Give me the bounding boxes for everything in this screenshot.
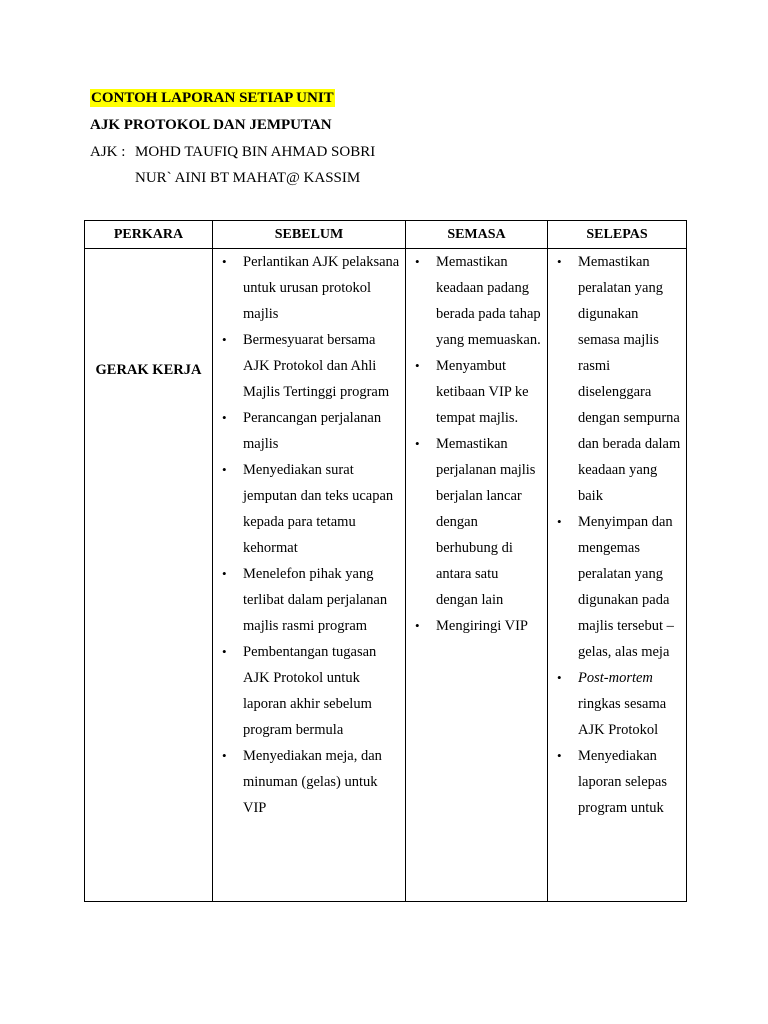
list-item xyxy=(578,665,686,743)
column-header-semasa: SEMASA xyxy=(406,221,548,249)
list-item: • Pembentangan tugasan AJK Protokol untuk laporan akhir sebelum program bermula xyxy=(243,639,405,743)
list-item: • Bermesyuarat bersama AJK Protokol dan Ahli Majlis Tertinggi program xyxy=(243,327,405,405)
list-item: • Menyediakan meja, dan minuman (gelas) untuk VIP xyxy=(243,743,405,821)
document-title: CONTOH LAPORAN SETIAP UNIT xyxy=(91,90,334,106)
list-item: • Menyediakan surat jemputan dan teks ucapan kepada para tetamu kehormat xyxy=(243,457,405,561)
column-header-selepas: SELEPAS xyxy=(548,221,687,249)
table-header-row xyxy=(85,221,687,249)
emphasis-text: Post-mortem xyxy=(578,670,653,686)
list-item: • Menyediakan laporan selepas program untuk xyxy=(578,743,686,821)
list-item: • Menelefon pihak yang terlibat dalam perjalanan majlis rasmi program xyxy=(243,561,405,639)
cell-selepas xyxy=(548,249,687,902)
sebelum-list xyxy=(213,249,405,821)
list-item-text: ringkas sesama AJK Protokol xyxy=(578,696,667,738)
semasa-list xyxy=(406,249,547,639)
list-item: • Memastikan perjalanan majlis berjalan lancar dengan berhubung di antara satu dengan lain xyxy=(436,431,547,613)
column-header-sebelum: SEBELUM xyxy=(213,221,406,249)
report-table xyxy=(84,220,687,902)
row-label-gerak-kerja: GERAK KERJA xyxy=(85,249,213,902)
column-header-perkara: PERKARA xyxy=(85,221,213,249)
list-item: • Mengiringi VIP xyxy=(436,613,547,639)
list-item: • Memastikan peralatan yang digunakan semasa majlis rasmi diselenggara dengan sempurna dan berada dalam keadaan yang baik xyxy=(578,249,686,509)
member-name: NUR` AINI BT MAHAT@ KASSIM xyxy=(135,170,361,186)
list-item: • Menyimpan dan mengemas peralatan yang digunakan pada majlis tersebut – gelas, alas meja xyxy=(578,509,686,665)
member-name: MOHD TAUFIQ BIN AHMAD SOBRI xyxy=(135,144,376,160)
committee-name: AJK PROTOKOL DAN JEMPUTAN xyxy=(90,117,332,133)
selepas-list xyxy=(548,249,686,821)
list-item: • Menyambut ketibaan VIP ke tempat majlis. xyxy=(436,353,547,431)
ajk-label: AJK : xyxy=(90,144,126,160)
cell-semasa xyxy=(406,249,548,902)
table-row xyxy=(85,249,687,902)
cell-sebelum xyxy=(213,249,406,902)
list-item: • Perancangan perjalanan majlis xyxy=(243,405,405,457)
list-item: • Memastikan keadaan padang berada pada tahap yang memuaskan. xyxy=(436,249,547,353)
committee-member-row xyxy=(90,143,375,161)
list-item: • Perlantikan AJK pelaksana untuk urusan protokol majlis xyxy=(243,249,405,327)
